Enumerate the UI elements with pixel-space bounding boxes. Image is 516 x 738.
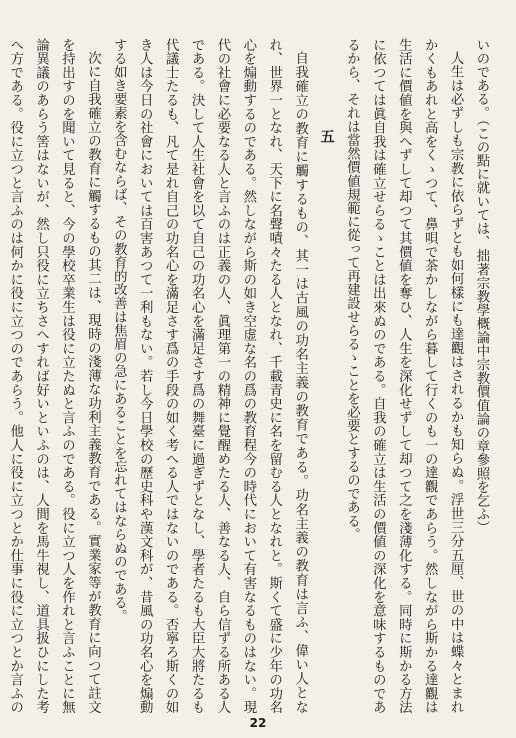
paragraph-fame-education: 自我確立の教育に觸するもの、其一は古風の功名主義の教育である。功名主義の教育は言ふ、偉い人となれ、世界一となれ、天下に名聲嘖々たる人となれ、千載青史に名を留むる人となれと。斯くて盛に少年の功名心を煽動するのである。然しながら斯の如き空虚な名の爲の教育程今の時代において有害なるものはない。現代の社會に必要なる人と言ふのは正義の人、眞理第一の精神に覺醒めたる人、善なる人、自ら信ずる所ある人である。決して人生社會を以て自己の功名心を滿足さす爲の舞臺に過ぎずとなし、學者たるも大臣大將たるも代議士たるも、凡て是れ自己の功名心を滿足さす爲の手段の如く考へる人ではないのである。否寧ろ斯くの如き人は今日の社會においては百害あつて一利もない。若し今日學校の歷史科や漢文科が、昔風の功名心を煽動する如き要素を含むならば、その教育的改善は焦眉の急にあることを忘れてはならぬのである。 bbox=[111, 38, 308, 714]
page-number: 22 bbox=[249, 716, 267, 730]
vertical-text-body bbox=[7, 38, 494, 714]
paragraph-life-view: 人生は必ずしも宗教に依らずとも如何樣にも達觀はされるかも知らぬ。浮世三分五厘、世の中は蝶々とまれかくもあれと高をくゝつて、鼻唄で茶かしながら暮して行くのも一の達觀であらう。然しながら斯かる達觀は生活に價値を與へずして却つて其價値を奪ひ、人生を深化せずして却つて之を淺薄化する。同時に斯かる方法に依つては眞自我は確立せらるゝことは出來ぬのである。自我の確立は生活の價値の深化を意味するものであるから、それは當然價値規範に從って再建設せらるゝことを必要とするのである。 bbox=[344, 38, 464, 714]
paragraph-utilitarian-education: 次に自我確立の教育に觸するもの其二は、現時の淺薄な功利主義教育である。實業家等が教育に向つて註文を持出すのを聞いて見ると、今の學校卒業生は役に立たぬと言ふのである。役に立つ人を作れと言ふことに無論異議のあらう筈はないが、然し只役に立ちさへすれば好いといふのは、人間を馬牛視し、道具扱ひにした考へ方である。役に立つと言ふのは何かに役に立つのであらう。他人に役に立つとか仕事に役に立つとか言ふの bbox=[7, 38, 101, 714]
section-heading-five: 五 bbox=[318, 129, 335, 144]
paragraph-continuation: いのである。（この點に就いては、拙著宗教學概論中宗教價值論の章參照を乞ふ） bbox=[474, 38, 489, 535]
